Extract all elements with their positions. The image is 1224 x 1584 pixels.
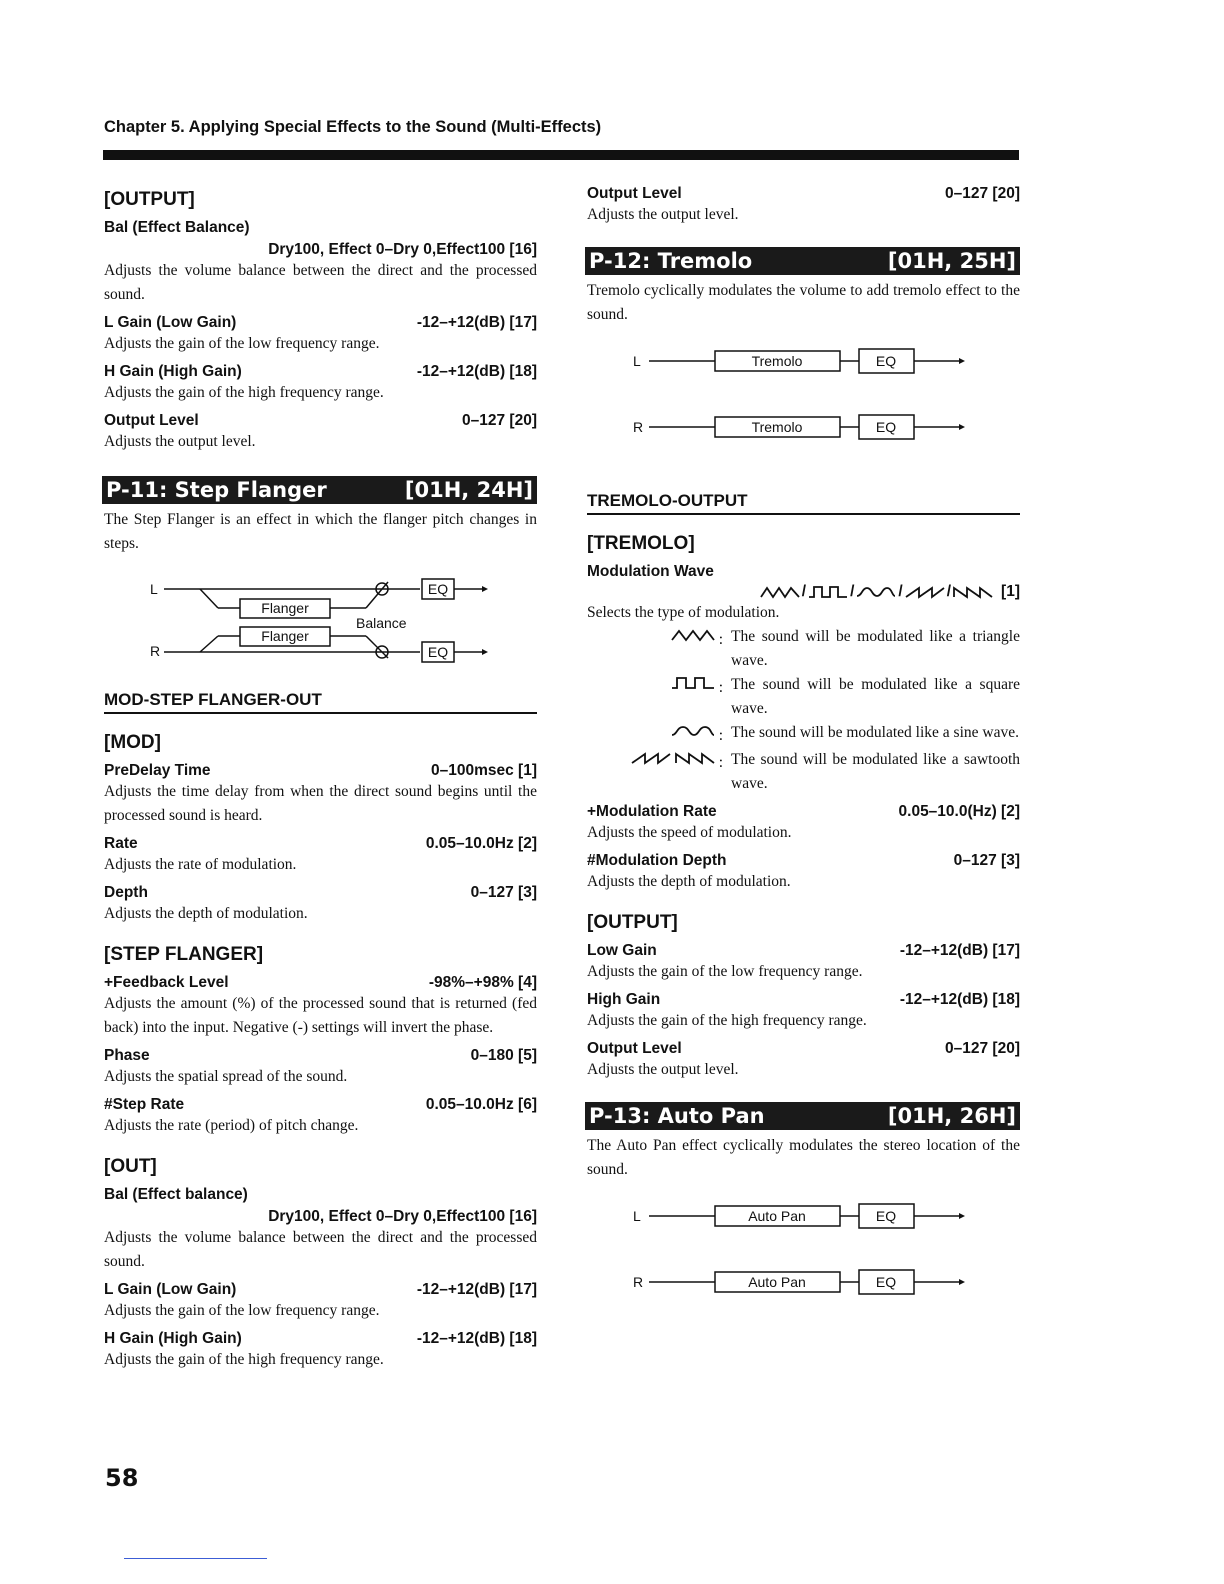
- wave-item: : The sound will be modulated like a square wave.: [587, 673, 1020, 721]
- chapter-title: Chapter 5. Applying Special Effects to the Sound (Multi-Effects): [104, 118, 602, 136]
- param-hgain: H Gain (High Gain) -12–+12(dB) [18]: [104, 363, 537, 380]
- param-phase-desc: Adjusts the spatial spread of the sound.: [104, 1068, 348, 1085]
- right-column: [587, 185, 1020, 1312]
- param-predelay: PreDelay Time 0–100msec [1]: [104, 762, 537, 779]
- svg-text:EQ: EQ: [875, 419, 897, 435]
- section-mod: [MOD]: [104, 732, 161, 753]
- param-low-gain: Low Gain -12–+12(dB) [17]: [587, 942, 1020, 959]
- svg-text:Auto Pan: Auto Pan: [748, 1274, 806, 1290]
- wave-item: : The sound will be modulated like a triangle wave.: [587, 625, 1020, 673]
- diag-l-label: L: [150, 581, 158, 597]
- param-output-level-desc: Adjusts the output level.: [104, 433, 256, 450]
- section-output-right: [OUTPUT]: [587, 912, 678, 933]
- param-predelay-desc: Adjusts the time delay from when the direct sound begins until the processed sound is heard.: [104, 783, 537, 824]
- wave-sep: /: [946, 583, 952, 600]
- wave-options: [587, 583, 1020, 601]
- param-rate-desc: Adjusts the rate of modulation.: [104, 856, 297, 873]
- wave-sep: /: [850, 583, 855, 600]
- auto-pan-diagram: [587, 1192, 1020, 1302]
- param-step-rate: #Step Rate 0.05–10.0Hz [6]: [104, 1096, 537, 1113]
- sine-wave-icon: [671, 724, 715, 738]
- group-mod-step-flanger-out: MOD-STEP FLANGER-OUT: [104, 690, 537, 714]
- param-out-hgain-desc: Adjusts the gain of the high frequency range.: [104, 1351, 384, 1368]
- param-output-level: Output Level 0–127 [20]: [104, 412, 537, 429]
- param-low-gain-desc: Adjusts the gain of the low frequency range.: [587, 963, 863, 980]
- wave-sep: /: [898, 583, 903, 600]
- svg-text:EQ: EQ: [427, 644, 449, 660]
- wave-default: [1]: [1001, 583, 1020, 600]
- param-right-output-level: Output Level 0–127 [20]: [587, 1040, 1020, 1057]
- diag-r-label: R: [150, 643, 161, 659]
- sawtooth-up-wave-icon: [631, 751, 671, 765]
- banner-p11: P-11: Step Flanger [01H, 24H]: [102, 476, 537, 504]
- sawtooth-down-wave-icon: [953, 585, 993, 599]
- sawtooth-up-wave-icon: [905, 585, 945, 599]
- param-lgain: L Gain (Low Gain) -12–+12(dB) [17]: [104, 314, 537, 331]
- square-wave-icon: [808, 585, 848, 599]
- param-top-output-level: Output Level 0–127 [20]: [587, 185, 1020, 202]
- wave-item: : The sound will be modulated like a sine wave.: [587, 721, 1020, 748]
- param-bal-desc: Adjusts the volume balance between the direct and the processed sound.: [104, 262, 537, 303]
- param-high-gain: High Gain -12–+12(dB) [18]: [587, 991, 1020, 1008]
- svg-text:L: L: [633, 1208, 641, 1224]
- param-step-rate-desc: Adjusts the rate (period) of pitch change.: [104, 1117, 359, 1134]
- left-column: [104, 185, 537, 1372]
- sine-wave-icon: [856, 585, 896, 599]
- param-high-gain-desc: Adjusts the gain of the high frequency range.: [587, 1012, 867, 1029]
- group-tremolo-output: TREMOLO-OUTPUT: [587, 491, 1020, 515]
- svg-text:L: L: [633, 353, 641, 369]
- section-tremolo: [TREMOLO]: [587, 533, 695, 554]
- param-modulation-depth-desc: Adjusts the depth of modulation.: [587, 873, 791, 890]
- section-step-flanger: [STEP FLANGER]: [104, 944, 264, 965]
- param-feedback-desc: Adjusts the amount (%) of the processed sound that is returned (fed back) into the input. Negative (-) settings will invert the phase.: [104, 995, 537, 1036]
- param-feedback: +Feedback Level -98%–+98% [4]: [104, 974, 537, 991]
- p13-desc: The Auto Pan effect cyclically modulates the stereo location of the sound.: [587, 1137, 1020, 1178]
- svg-text:Auto Pan: Auto Pan: [748, 1208, 806, 1224]
- banner-p12: P-12: Tremolo [01H, 25H]: [585, 247, 1020, 275]
- param-out-bal-desc: Adjusts the volume balance between the direct and the processed sound.: [104, 1229, 537, 1270]
- header-rule: [103, 150, 1019, 160]
- svg-text:EQ: EQ: [875, 1208, 897, 1224]
- svg-text:Flanger: Flanger: [261, 600, 309, 616]
- tremolo-diagram: [587, 337, 1020, 447]
- svg-text:Flanger: Flanger: [261, 628, 309, 644]
- param-lgain-desc: Adjusts the gain of the low frequency range.: [104, 335, 380, 352]
- svg-text:R: R: [633, 1274, 644, 1290]
- p12-desc: Tremolo cyclically modulates the volume to add tremolo effect to the sound.: [587, 282, 1020, 323]
- svg-text:EQ: EQ: [427, 581, 449, 597]
- svg-text:EQ: EQ: [875, 353, 897, 369]
- svg-text:Tremolo: Tremolo: [751, 353, 803, 369]
- p11-desc: The Step Flanger is an effect in which the flanger pitch changes in steps.: [104, 511, 537, 552]
- param-out-hgain: H Gain (High Gain) -12–+12(dB) [18]: [104, 1330, 537, 1347]
- param-modulation-wave: Modulation Wave: [587, 563, 714, 580]
- step-flanger-diagram: [104, 566, 537, 676]
- triangle-wave-icon: [671, 628, 715, 642]
- param-top-output-level-desc: Adjusts the output level.: [587, 206, 739, 223]
- banner-p13: P-13: Auto Pan [01H, 26H]: [585, 1102, 1020, 1130]
- wave-item: : The sound will be modulated like a sawtooth wave.: [587, 748, 1020, 796]
- param-right-output-level-desc: Adjusts the output level.: [587, 1061, 739, 1078]
- square-wave-icon: [671, 676, 715, 690]
- triangle-wave-icon: [760, 585, 800, 599]
- param-depth: Depth 0–127 [3]: [104, 884, 537, 901]
- param-modulation-rate: +Modulation Rate 0.05–10.0(Hz) [2]: [587, 803, 1020, 820]
- param-bal: Bal (Effect Balance): [104, 219, 250, 236]
- section-out: [OUT]: [104, 1156, 157, 1177]
- sawtooth-down-wave-icon: [675, 751, 715, 765]
- param-out-bal: Bal (Effect balance): [104, 1186, 248, 1203]
- param-modulation-depth: #Modulation Depth 0–127 [3]: [587, 852, 1020, 869]
- param-bal-range: Dry100, Effect 0–Dry 0,Effect100 [16]: [268, 241, 537, 258]
- footer-rule: [124, 1558, 267, 1559]
- param-out-bal-range: Dry100, Effect 0–Dry 0,Effect100 [16]: [268, 1208, 537, 1225]
- svg-text:Tremolo: Tremolo: [751, 419, 803, 435]
- param-out-lgain: L Gain (Low Gain) -12–+12(dB) [17]: [104, 1281, 537, 1298]
- wave-sep: /: [801, 583, 807, 600]
- param-out-lgain-desc: Adjusts the gain of the low frequency range.: [104, 1302, 380, 1319]
- param-phase: Phase 0–180 [5]: [104, 1047, 537, 1064]
- param-hgain-desc: Adjusts the gain of the high frequency range.: [104, 384, 384, 401]
- svg-text:R: R: [633, 419, 644, 435]
- balance-label: Balance: [356, 615, 407, 631]
- param-rate: Rate 0.05–10.0Hz [2]: [104, 835, 537, 852]
- svg-text:EQ: EQ: [875, 1274, 897, 1290]
- param-modulation-rate-desc: Adjusts the speed of modulation.: [587, 824, 792, 841]
- page-number: 58: [105, 1464, 139, 1492]
- param-depth-desc: Adjusts the depth of modulation.: [104, 905, 308, 922]
- section-output: [OUTPUT]: [104, 189, 195, 210]
- param-modulation-wave-desc: Selects the type of modulation.: [587, 604, 780, 621]
